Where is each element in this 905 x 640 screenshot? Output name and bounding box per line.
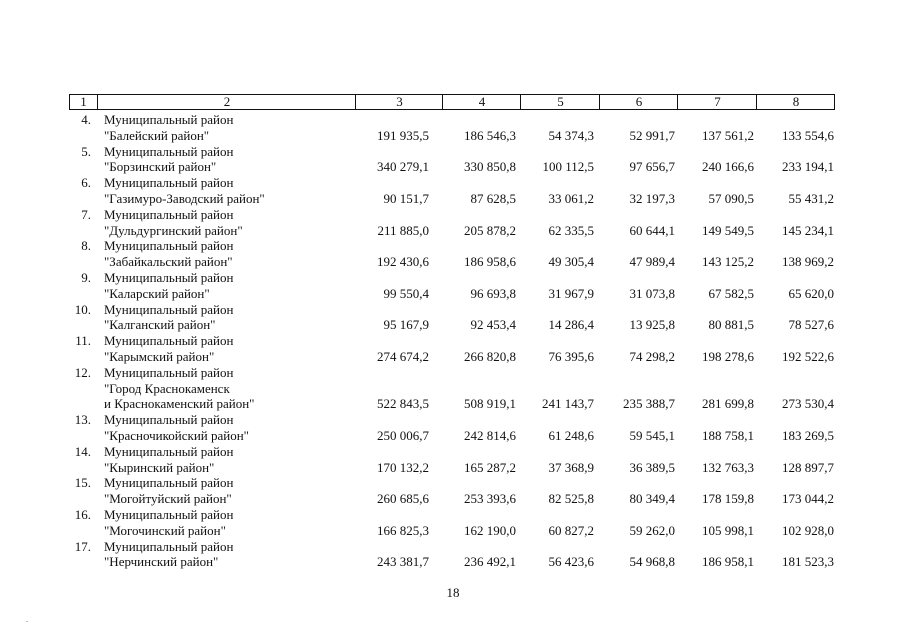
value-col-6: 32 197,3	[629, 190, 675, 206]
header-col-8: 8	[756, 95, 835, 109]
value-col-7: 80 881,5	[708, 317, 754, 333]
table-row	[0, 475, 905, 507]
value-col-5: 56 423,6	[548, 554, 594, 570]
row-number: 10.	[74, 301, 91, 317]
value-col-7: 178 159,8	[702, 491, 754, 507]
value-col-6: 36 389,5	[629, 459, 675, 475]
value-col-7: 240 166,6	[702, 159, 754, 175]
value-col-8: 128 897,7	[782, 459, 834, 475]
value-col-5: 62 335,5	[548, 222, 594, 238]
value-col-4: 330 850,8	[464, 159, 516, 175]
district-name: Муниципальный район "Калганский район"	[104, 301, 234, 333]
value-col-4: 205 878,2	[464, 222, 516, 238]
value-col-3: 192 430,6	[377, 254, 429, 270]
value-col-8: 65 620,0	[788, 285, 834, 301]
value-col-8: 192 522,6	[782, 348, 834, 364]
value-col-3: 170 132,2	[377, 459, 429, 475]
value-col-3: 99 550,4	[383, 285, 429, 301]
table-row	[0, 412, 905, 444]
header-col-2: 2	[97, 95, 356, 109]
district-name: Муниципальный район "Газимуро-Заводский район"	[104, 175, 265, 206]
table-row	[0, 175, 905, 207]
value-col-5: 61 248,6	[548, 427, 594, 443]
value-col-8: 181 523,3	[782, 554, 834, 570]
table-header-row	[69, 94, 835, 110]
value-col-5: 31 967,9	[548, 285, 594, 301]
value-col-8: 102 928,0	[782, 522, 834, 538]
value-col-8: 133 554,6	[782, 127, 834, 143]
value-col-7: 188 758,1	[702, 427, 754, 443]
table-row	[0, 539, 905, 571]
value-col-8: 78 527,6	[788, 317, 834, 333]
value-col-8: 183 269,5	[782, 427, 834, 443]
value-col-6: 47 989,4	[629, 254, 675, 270]
value-col-4: 266 820,8	[464, 348, 516, 364]
value-col-3: 340 279,1	[377, 159, 429, 175]
table-row	[0, 444, 905, 476]
district-name: Муниципальный район "Нерчинский район"	[104, 538, 234, 570]
district-name: Муниципальный район "Могойтуйский район"	[104, 475, 234, 507]
row-number: 4.	[81, 112, 91, 127]
value-col-7: 105 998,1	[702, 522, 754, 538]
value-col-4: 87 628,5	[470, 190, 516, 206]
value-col-4: 253 393,6	[464, 491, 516, 507]
value-col-8: 55 431,2	[788, 190, 834, 206]
value-col-3: 250 006,7	[377, 427, 429, 443]
value-col-7: 149 549,5	[702, 222, 754, 238]
row-number: 17.	[74, 538, 91, 554]
row-number: 6.	[81, 175, 91, 191]
table-row	[0, 112, 905, 144]
value-col-6: 59 545,1	[629, 427, 675, 443]
district-name: Муниципальный район "Карымский район"	[104, 333, 234, 364]
district-name: Муниципальный район "Дульдургинский район"	[104, 206, 243, 238]
district-name: Муниципальный район "Кыринский район"	[104, 443, 234, 475]
value-col-3: 95 167,9	[383, 317, 429, 333]
district-name: Муниципальный район "Каларский район"	[104, 269, 234, 301]
value-col-3: 211 885,0	[377, 222, 429, 238]
value-col-6: 54 968,8	[629, 554, 675, 570]
value-col-7: 186 958,1	[702, 554, 754, 570]
value-col-8: 233 194,1	[782, 159, 834, 175]
row-number: 7.	[81, 206, 91, 222]
value-col-5: 33 061,2	[548, 190, 594, 206]
row-number: 16.	[74, 506, 91, 522]
table-row	[0, 207, 905, 239]
page-number: 18	[446, 585, 460, 600]
table-row	[0, 365, 905, 412]
value-col-3: 522 843,5	[377, 396, 429, 412]
row-number: 14.	[74, 443, 91, 459]
value-col-7: 137 561,2	[702, 127, 754, 143]
value-col-6: 13 925,8	[629, 317, 675, 333]
value-col-5: 37 368,9	[548, 459, 594, 475]
value-col-7: 57 090,5	[708, 190, 754, 206]
value-col-8: 273 530,4	[782, 396, 834, 412]
table-row	[0, 302, 905, 334]
row-number: 9.	[81, 269, 91, 285]
header-col-5: 5	[520, 95, 600, 109]
value-col-5: 241 143,7	[542, 396, 594, 412]
value-col-6: 31 073,8	[629, 285, 675, 301]
value-col-7: 143 125,2	[702, 254, 754, 270]
value-col-6: 97 656,7	[629, 159, 675, 175]
value-col-6: 60 644,1	[629, 222, 675, 238]
value-col-7: 281 699,8	[702, 396, 754, 412]
header-col-3: 3	[355, 95, 443, 109]
value-col-4: 186 958,6	[464, 254, 516, 270]
value-col-7: 67 582,5	[708, 285, 754, 301]
row-number: 11.	[75, 333, 91, 349]
value-col-7: 132 763,3	[702, 459, 754, 475]
value-col-4: 242 814,6	[464, 427, 516, 443]
value-col-8: 173 044,2	[782, 491, 834, 507]
table-body	[0, 112, 905, 570]
value-col-6: 52 991,7	[629, 127, 675, 143]
header-col-4: 4	[442, 95, 521, 109]
table-row	[0, 144, 905, 176]
header-col-1: 1	[80, 94, 87, 109]
value-col-3: 243 381,7	[377, 554, 429, 570]
district-name: Муниципальный район "Борзинский район"	[104, 143, 234, 175]
district-name: Муниципальный район "Балейский район"	[104, 112, 234, 143]
value-col-4: 236 492,1	[464, 554, 516, 570]
value-col-4: 165 287,2	[464, 459, 516, 475]
value-col-3: 90 151,7	[383, 190, 429, 206]
value-col-3: 191 935,5	[377, 127, 429, 143]
value-col-6: 235 388,7	[623, 396, 675, 412]
district-name: Муниципальный район "Красночикойский район"	[104, 412, 249, 443]
value-col-5: 82 525,8	[548, 491, 594, 507]
row-number: 5.	[81, 143, 91, 159]
value-col-4: 186 546,3	[464, 127, 516, 143]
table-row	[0, 238, 905, 270]
value-col-6: 59 262,0	[629, 522, 675, 538]
value-col-4: 96 693,8	[470, 285, 516, 301]
header-col-7: 7	[677, 95, 757, 109]
value-col-4: 508 919,1	[464, 396, 516, 412]
value-col-6: 80 349,4	[629, 491, 675, 507]
value-col-5: 49 305,4	[548, 254, 594, 270]
value-col-5: 54 374,3	[548, 127, 594, 143]
header-col-6: 6	[599, 95, 678, 109]
value-col-3: 166 825,3	[377, 522, 429, 538]
district-name: Муниципальный район "Могочинский район"	[104, 506, 234, 538]
value-col-5: 14 286,4	[548, 317, 594, 333]
table-row	[0, 333, 905, 365]
value-col-4: 162 190,0	[464, 522, 516, 538]
district-name: Муниципальный район "Забайкальский район"	[104, 238, 234, 270]
row-number: 8.	[81, 238, 91, 254]
row-number: 13.	[74, 412, 91, 428]
value-col-3: 274 674,2	[377, 348, 429, 364]
scan-speck	[26, 621, 28, 622]
value-col-5: 60 827,2	[548, 522, 594, 538]
value-col-3: 260 685,6	[377, 491, 429, 507]
value-col-5: 76 395,6	[548, 348, 594, 364]
district-name: Муниципальный район "Город Краснокаменск и Краснокаменский район"	[104, 364, 255, 412]
row-number: 12.	[74, 364, 91, 380]
value-col-8: 145 234,1	[782, 222, 834, 238]
table-row	[0, 270, 905, 302]
table-row	[0, 507, 905, 539]
value-col-8: 138 969,2	[782, 254, 834, 270]
value-col-5: 100 112,5	[542, 159, 594, 175]
value-col-4: 92 453,4	[470, 317, 516, 333]
value-col-6: 74 298,2	[629, 348, 675, 364]
value-col-7: 198 278,6	[702, 348, 754, 364]
row-number: 15.	[74, 475, 91, 491]
